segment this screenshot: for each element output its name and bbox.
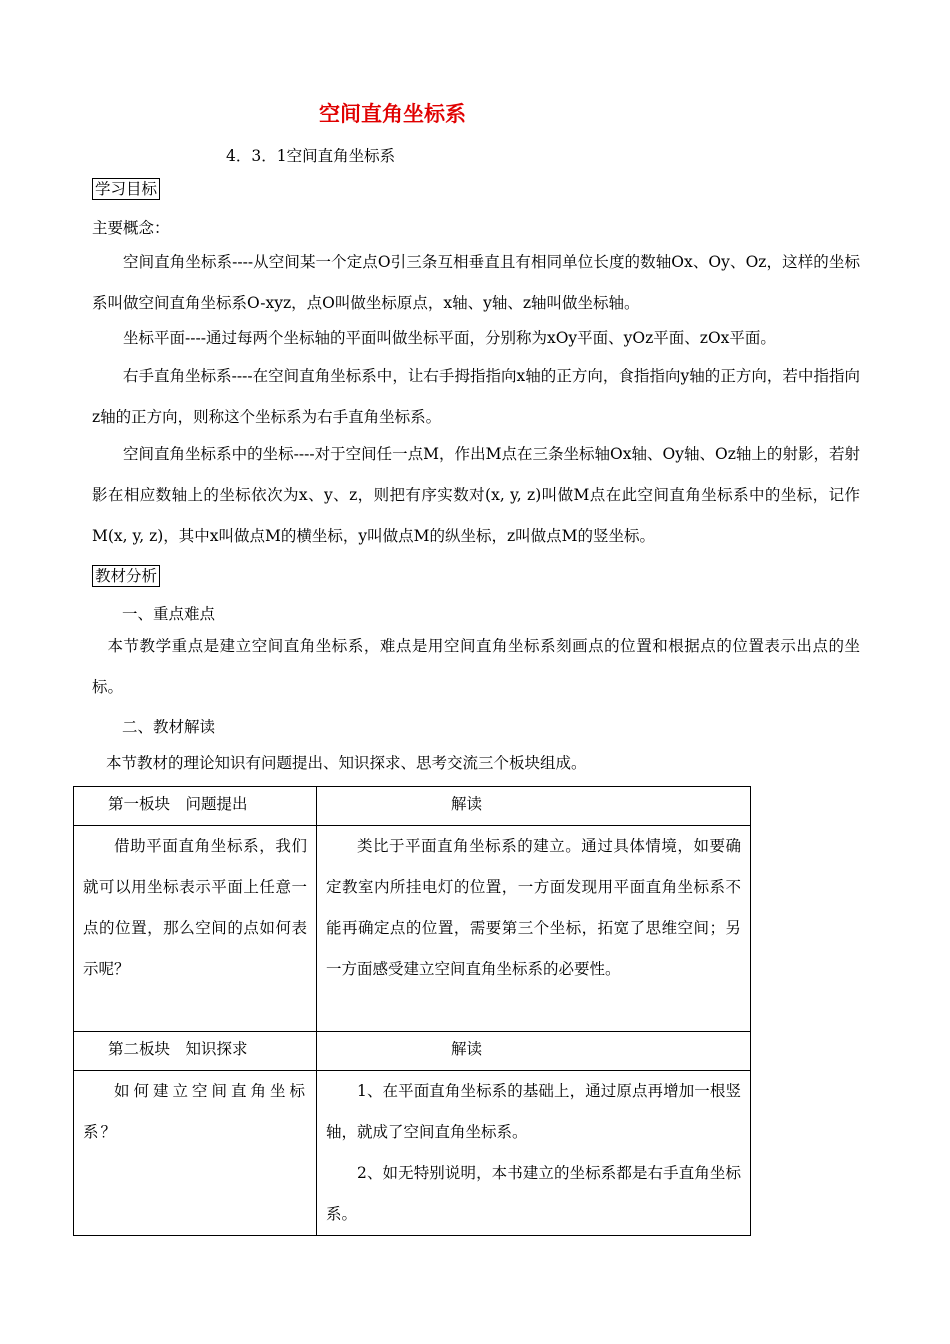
textbook-analysis-label [92,565,160,587]
table-row [74,1032,751,1071]
block2-reading-header: 解读 [317,1032,751,1071]
concept-coordinate-plane: 坐标平面----通过每两个坐标轴的平面叫做坐标平面，分别称为xOy平面、yOz平面、zOx平面。 [123,329,776,347]
block1-answer: 类比于平面直角坐标系的建立。通过具体情境，如要确定教室内所挂电灯的位置，一方面发现用平面直角坐标系不能再确定点的位置，需要第三个坐标，拓宽了思维空间；另一方面感受建立空间直角坐标系的必要性。 [317,826,751,1032]
main-concepts-label: 主要概念： [92,219,170,237]
table-row [74,787,751,826]
learning-objectives-label [92,178,160,200]
key-points-heading: 一、重点难点 [122,605,216,623]
concept-coordinates: 空间直角坐标系中的坐标----对于空间任一点M，作出M点在三条坐标轴Ox轴、Oy轴、Oz轴上的射影，若射影在相应数轴上的坐标依次为x、y、z，则把有序实数对(x, y, z)叫做M点在此空间直角坐标系中的坐标，记作M(x, y, z)，其中x叫做点M的横坐标，y叫做点M的纵坐标，z叫做点M的竖坐标。 [92,445,860,545]
boxed-heading: 学习目标 [92,178,160,200]
concept-coordinate-system: 空间直角坐标系----从空间某一个定点O引三条互相垂直且有相同单位长度的数轴Ox、Oy、Oz，这样的坐标系叫做空间直角坐标系O-xyz，点O叫做坐标原点，x轴、y轴、z轴叫做坐标轴。 [92,253,860,312]
reading-heading: 二、教材解读 [122,718,216,736]
block1-question: 借助平面直角坐标系，我们就可以用坐标表示平面上任意一点的位置，那么空间的点如何表示呢？ [74,826,317,1032]
boxed-heading: 教材分析 [92,565,160,587]
reading-intro: 本节教材的理论知识有问题提出、知识探求、思考交流三个板块组成。 [106,754,587,772]
block2-header: 第二板块 知识探求 [74,1032,317,1071]
concept-right-hand-system: 右手直角坐标系----在空间直角坐标系中，让右手拇指指向x轴的正方向，食指指向y轴的正方向，若中指指向z轴的正方向，则称这个坐标系为右手直角坐标系。 [92,367,860,426]
key-points-text: 本节教学重点是建立空间直角坐标系，难点是用空间直角坐标系刻画点的位置和根据点的位置表示出点的坐标。 [92,637,860,696]
block1-header: 第一板块 问题提出 [74,787,317,826]
table-row [74,826,751,1032]
section-number-heading: 4．3．1空间直角坐标系 [226,147,396,165]
block2-answer-item: 1、在平面直角坐标系的基础上，通过原点再增加一根竖轴，就成了空间直角坐标系。 [326,1082,741,1141]
reading-table [73,786,751,1236]
table-row [74,1071,751,1236]
block1-reading-header: 解读 [317,787,751,826]
block2-answer-item: 2、如无特别说明，本书建立的坐标系都是右手直角坐标系。 [326,1164,741,1223]
block2-question: 如何建立空间直角坐标系？ [74,1071,317,1236]
page-title: 空间直角坐标系 [319,102,466,126]
block2-answer [317,1071,751,1236]
